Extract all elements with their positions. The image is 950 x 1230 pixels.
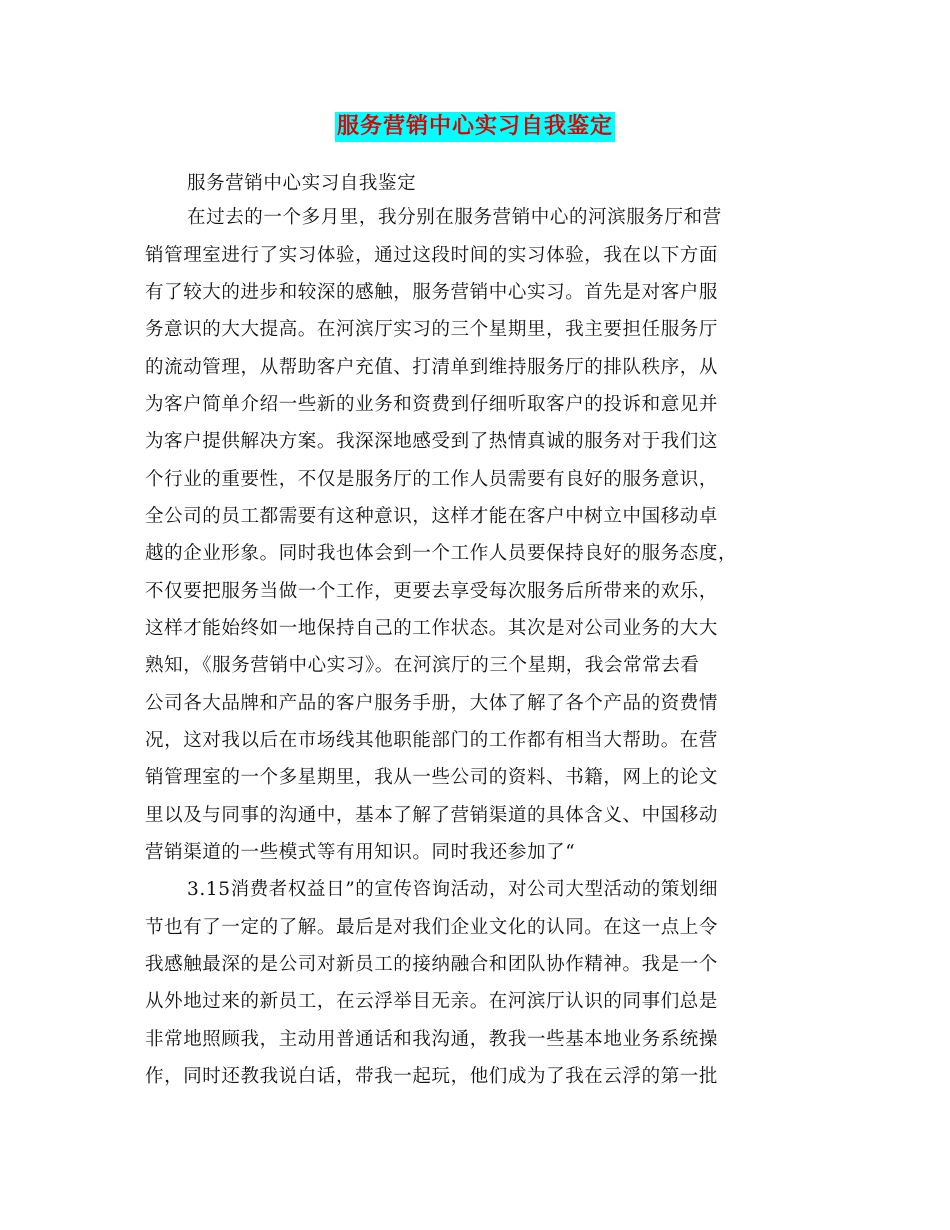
paragraph-line: 服务营销中心实习自我鉴定 [187,173,417,194]
paragraph-line: 节也有了一定的了解。最后是对我们企业文化的认同。在这一点上令 [145,917,719,938]
paragraph-line: 务意识的大大提高。在河滨厅实习的三个星期里，我主要担任服务厅 [145,319,719,340]
paragraph-line: 从外地过来的新员工，在云浮举目无亲。在河滨厅认识的同事们总是 [145,991,719,1012]
paragraph-line: 在过去的一个多月里，我分别在服务营销中心的河滨服务厅和营 [187,207,722,228]
paragraph-line: 熟知，《服务营销中心实习》。在河滨厅的三个星期，我会常常去看 [145,655,700,676]
paragraph-line: 我感触最深的是公司对新员工的接纳融合和团队协作精神。我是一个 [145,954,719,975]
paragraph-line: 有了较大的进步和较深的感触，服务营销中心实习。首先是对客户服 [145,282,719,303]
paragraph-line: 全公司的员工都需要有这种意识，这样才能在客户中树立中国移动卓 [145,506,719,527]
paragraph-line: 公司各大品牌和产品的客户服务手册，大体了解了各个产品的资费情 [145,693,719,714]
paragraph-line: 况，这对我以后在市场线其他职能部门的工作都有相当大帮助。在营 [145,730,719,751]
paragraph-line: 销管理室的一个多星期里，我从一些公司的资料、书籍，网上的论文 [145,767,719,788]
paragraph-line: 为客户提供解决方案。我深深地感受到了热情真诚的服务对于我们这 [145,431,719,452]
paragraph-line: 的流动管理，从帮助客户充值、打清单到维持服务厅的排队秩序，从 [145,357,719,378]
paragraph-line: 作，同时还教我说白话，带我一起玩，他们成为了我在云浮的第一批 [145,1066,719,1087]
document-title: 服务营销中心实习自我鉴定 [335,112,615,142]
paragraph-line: 营销渠道的一些模式等有用知识。同时我还参加了“ [145,842,576,863]
paragraph-line: 这样才能始终如一地保持自己的工作状态。其次是对公司业务的大大 [145,618,719,639]
title-container [0,112,950,142]
paragraph-line: 3.15消费者权益日”的宣传咨询活动，对公司大型活动的策划细 [187,879,719,900]
paragraph-line: 个行业的重要性，不仅是服务厅的工作人员需要有良好的服务意识， [145,469,719,490]
paragraph-line: 销管理室进行了实习体验，通过这段时间的实习体验，我在以下方面 [145,245,719,266]
paragraph-line: 为客户简单介绍一些新的业务和资费到仔细听取客户的投诉和意见并 [145,394,719,415]
paragraph-line: 非常地照顾我，主动用普通话和我沟通，教我一些基本地业务系统操 [145,1029,719,1050]
paragraph-line: 越的企业形象。同时我也体会到一个工作人员要保持良好的服务态度， [145,543,738,564]
paragraph-line: 不仅要把服务当做一个工作，更要去享受每次服务后所带来的欢乐， [145,581,719,602]
paragraph-line: 里以及与同事的沟通中，基本了解了营销渠道的具体含义、中国移动 [145,805,719,826]
